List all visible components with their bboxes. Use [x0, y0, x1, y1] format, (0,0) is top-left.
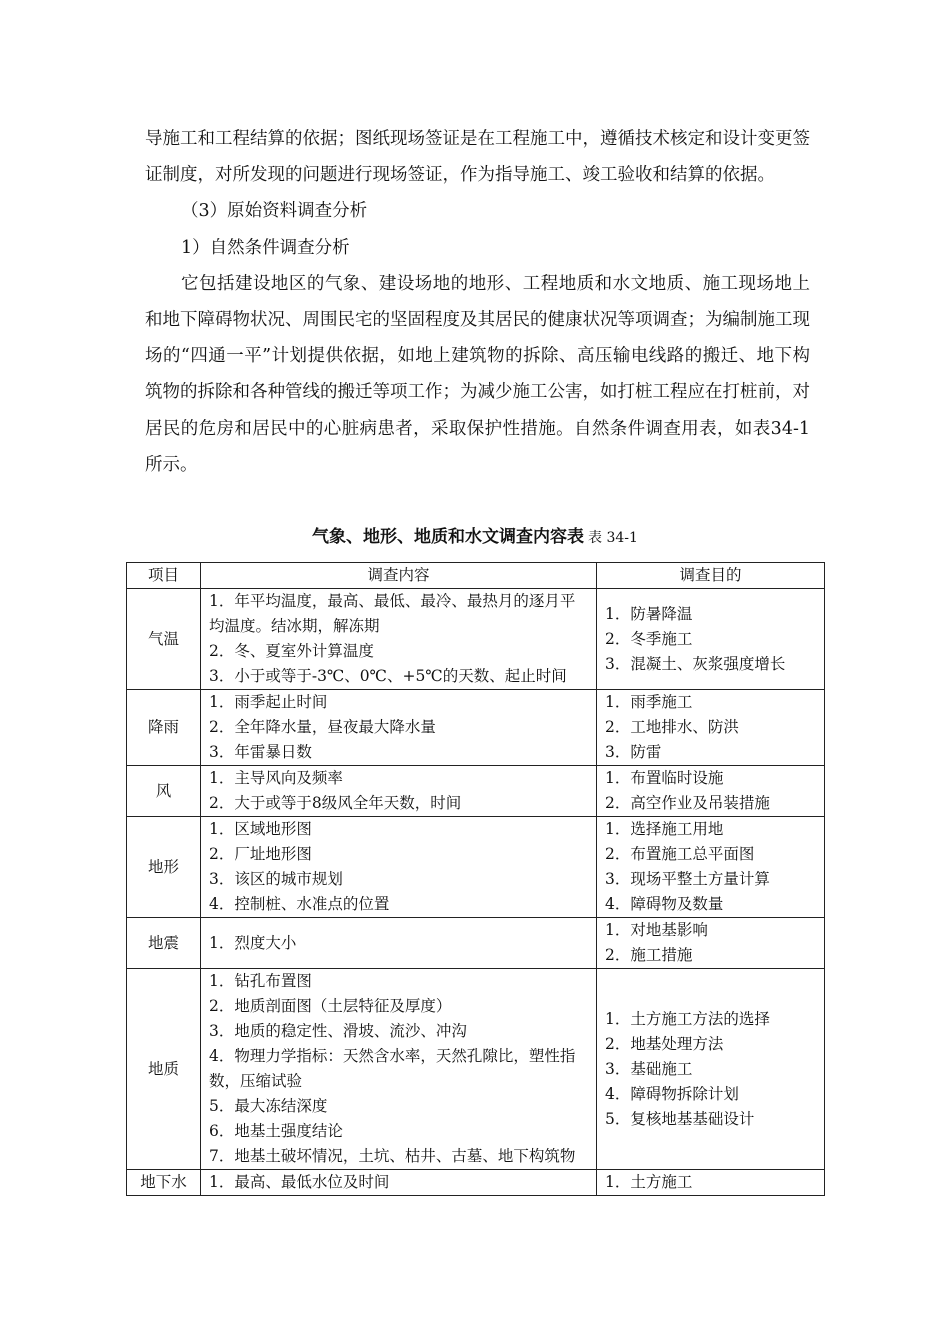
row-purpose-cell [597, 589, 825, 690]
content-line: 3．该区的城市规划 [209, 870, 343, 888]
table-header-row [127, 563, 825, 589]
purpose-line: 2．高空作业及吊装措施 [605, 794, 770, 812]
content-line: 1．最高、最低水位及时间 [209, 1173, 390, 1191]
purpose-line: 1．土方施工 [605, 1173, 693, 1191]
content-line: 3．地质的稳定性、滑坡、流沙、冲沟 [209, 1022, 467, 1040]
row-purpose-cell [597, 1170, 825, 1196]
purpose-line: 1．土方施工方法的选择 [605, 1009, 770, 1028]
purpose-line: 2．地基处理方法 [605, 1034, 724, 1053]
content-line: 1．雨季起止时间 [209, 693, 328, 711]
content-line: 1．钻孔布置图 [209, 972, 312, 990]
header-purpose: 调查目的 [597, 563, 825, 589]
row-purpose-cell [597, 918, 825, 969]
purpose-line: 3．基础施工 [605, 1059, 693, 1078]
purpose-line: 4．障碍物拆除计划 [605, 1084, 739, 1103]
row-content-cell [201, 690, 597, 766]
subsection-heading: 1）自然条件调查分析 [181, 237, 350, 258]
row-content-cell [201, 1170, 597, 1196]
content-line: 2．厂址地形图 [209, 845, 312, 863]
purpose-line: 1．防暑降温 [605, 604, 693, 623]
purpose-line: 2．施工措施 [605, 946, 693, 964]
purpose-line: 4．障碍物及数量 [605, 895, 724, 913]
table-row [127, 918, 825, 969]
content-line: 6．地基土强度结论 [209, 1122, 343, 1140]
row-content-cell [201, 969, 597, 1170]
content-line: 5．最大冻结深度 [209, 1097, 328, 1115]
content-line: 1．烈度大小 [209, 933, 297, 952]
table-row [127, 766, 825, 817]
content-line: 4．物理力学指标：天然含水率，天然孔隙比，塑性指数，压缩试验 [209, 1047, 576, 1090]
row-content-cell [201, 918, 597, 969]
row-purpose-cell [597, 969, 825, 1170]
content-line: 3．小于或等于-3℃、0℃、+5℃的天数、起止时间 [209, 667, 567, 685]
content-line: 1．区域地形图 [209, 820, 312, 838]
content-line: 2．冬、夏室外计算温度 [209, 642, 374, 660]
paragraph-natural-conditions: 它包括建设地区的气象、建设场地的地形、工程地质和水文地质、施工现场地上和地下障碍物状况、周围民宅的坚固程度及其居民的健康状况等项调查；为编制施工现场的“四通一平”计划提供依据，如地上建筑物的拆除、高压输电线路的搬迁、地下构筑物的拆除和各种管线的搬迁等项工作；为减少施工公害，如打桩工程应在打桩前，对居民的危房和居民中的心脏病患者，采取保护性措施。自然条件调查用表，如表34-1所示。 [145, 273, 810, 475]
row-purpose-cell [597, 817, 825, 918]
table-row [127, 1170, 825, 1196]
content-line: 2．地质剖面图（土层特征及厚度） [209, 997, 452, 1015]
row-item-label: 地震 [127, 918, 201, 969]
row-item-label: 风 [127, 766, 201, 817]
table-row [127, 969, 825, 1170]
purpose-line: 1．雨季施工 [605, 693, 693, 711]
header-content: 调查内容 [201, 563, 597, 589]
purpose-line: 2．冬季施工 [605, 629, 693, 648]
header-item: 项目 [127, 563, 201, 589]
purpose-line: 3．防雷 [605, 743, 662, 761]
row-item-label: 地下水 [127, 1170, 201, 1196]
purpose-line: 1．选择施工用地 [605, 820, 724, 838]
purpose-line: 3．混凝土、灰浆强度增长 [605, 654, 786, 673]
row-purpose-cell [597, 766, 825, 817]
table-row [127, 690, 825, 766]
purpose-line: 1．对地基影响 [605, 921, 708, 939]
content-line: 1．年平均温度，最高、最低、最冷、最热月的逐月平均温度。结冰期，解冻期 [209, 592, 576, 635]
table-row [127, 817, 825, 918]
purpose-line: 2．工地排水、防洪 [605, 718, 739, 736]
row-content-cell [201, 766, 597, 817]
row-content-cell [201, 817, 597, 918]
content-line: 1．主导风向及频率 [209, 769, 343, 787]
section-heading: （3）原始资料调查分析 [181, 201, 368, 222]
purpose-line: 2．布置施工总平面图 [605, 845, 755, 863]
table-body [127, 589, 825, 1196]
body-text [145, 121, 810, 483]
content-line: 2．大于或等于8级风全年天数，时间 [209, 794, 462, 812]
row-item-label: 地形 [127, 817, 201, 918]
content-line: 2．全年降水量，昼夜最大降水量 [209, 718, 436, 736]
table-caption-title: 气象、地形、地质和水文调查内容表 [312, 527, 585, 547]
table-row [127, 589, 825, 690]
survey-table [126, 562, 825, 1196]
row-item-label: 降雨 [127, 690, 201, 766]
row-content-cell [201, 589, 597, 690]
content-line: 3．年雷暴日数 [209, 743, 312, 761]
content-line: 7．地基土破坏情况，土坑、枯井、古墓、地下构筑物 [209, 1147, 576, 1165]
content-line: 4．控制桩、水准点的位置 [209, 895, 390, 913]
purpose-line: 5．复核地基基础设计 [605, 1109, 755, 1128]
row-item-label: 地质 [127, 969, 201, 1170]
row-item-label: 气温 [127, 589, 201, 690]
row-purpose-cell [597, 690, 825, 766]
table-caption [0, 524, 950, 551]
purpose-line: 1．布置临时设施 [605, 769, 724, 787]
paragraph-continuation: 导施工和工程结算的依据；图纸现场签证是在工程施工中，遵循技术核定和设计变更签证制度，对所发现的问题进行现场签证，作为指导施工、竣工验收和结算的依据。 [145, 129, 810, 186]
purpose-line: 3．现场平整土方量计算 [605, 870, 770, 888]
table-number: 表 34-1 [588, 530, 638, 546]
